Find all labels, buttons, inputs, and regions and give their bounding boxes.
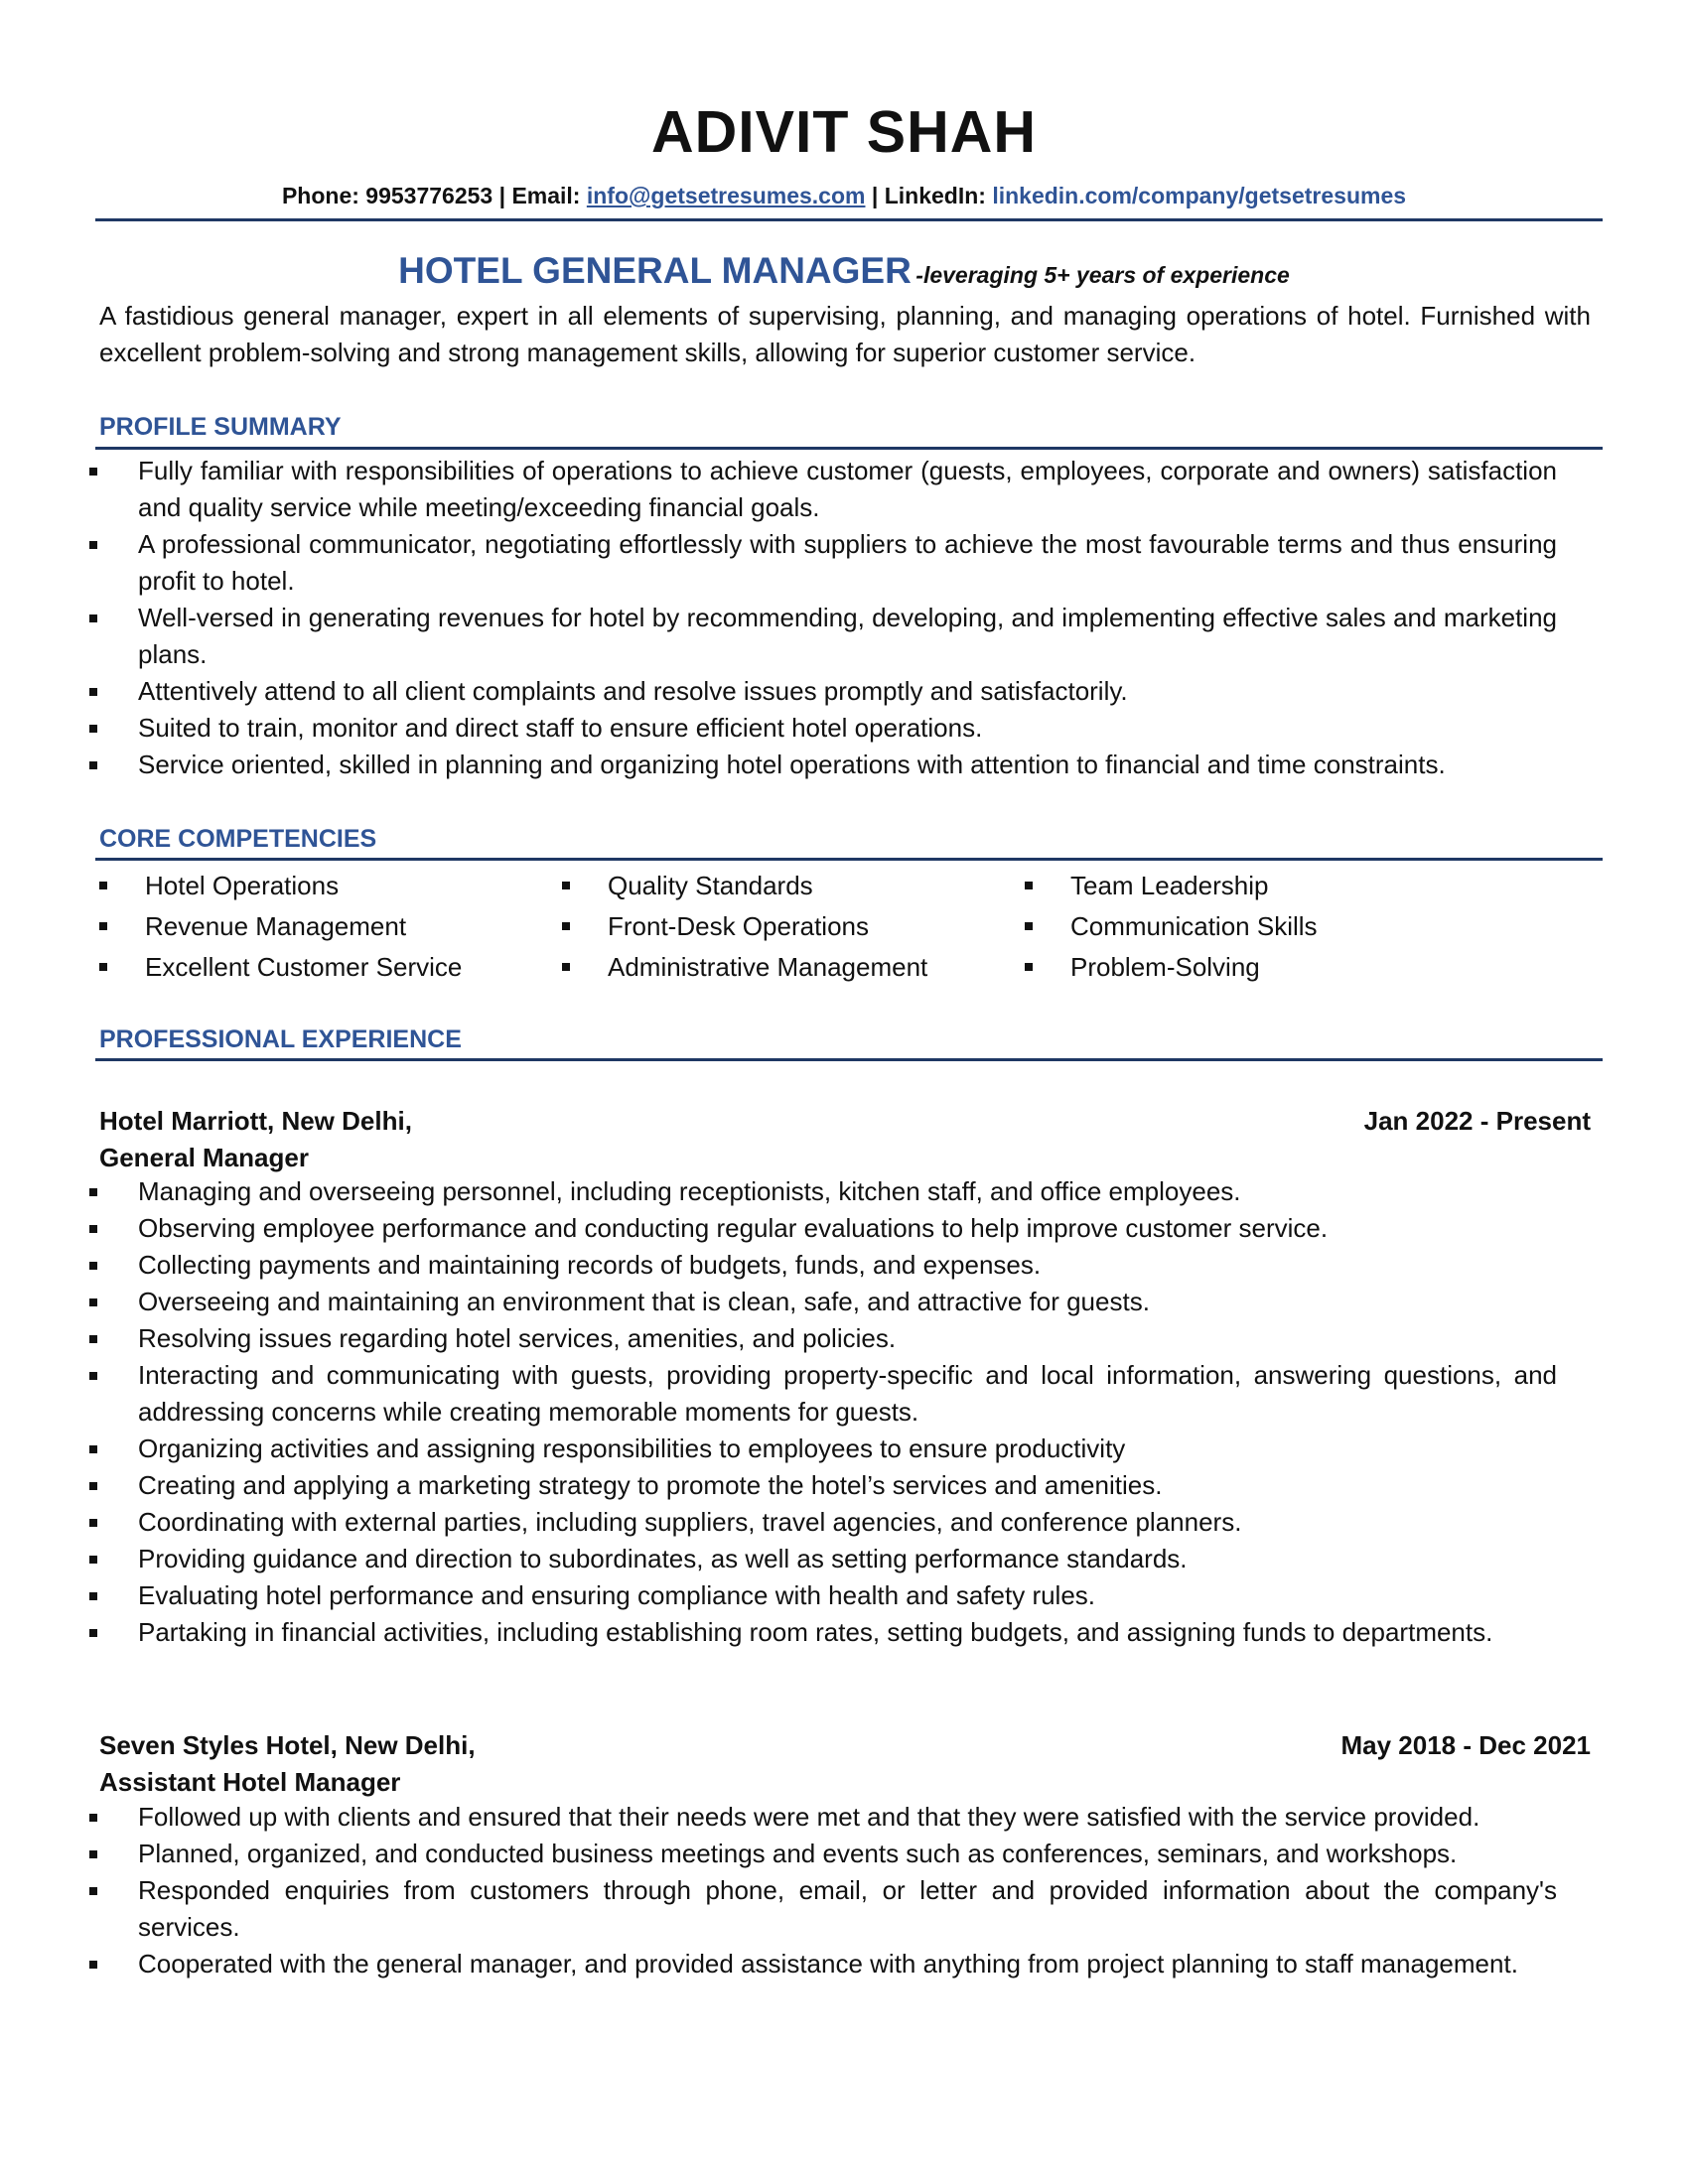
competency-item: Excellent Customer Service — [95, 947, 552, 988]
summary-paragraph: A fastidious general manager, expert in all elements of supervising, planning, and managing operations of hotel. Furnished with excellent problem-solving and strong management skills, allowing for superior customer service. — [99, 301, 1591, 367]
job-header — [99, 1108, 1591, 1134]
bullet-icon — [99, 963, 107, 971]
bullet-icon — [89, 1887, 97, 1895]
bullet-icon — [89, 725, 97, 733]
bullet-icon — [1025, 882, 1033, 889]
list-item: Collecting payments and maintaining records of budgets, funds, and expenses. — [0, 1247, 1688, 1284]
list-item: Organizing activities and assigning responsibilities to employees to ensure productivity — [0, 1431, 1688, 1467]
bullet-icon — [1025, 922, 1033, 930]
bullet-icon — [89, 1445, 97, 1453]
job-dates: Jan 2022 - Present — [1363, 1106, 1591, 1136]
bullet-icon — [89, 1335, 97, 1343]
job-role: General Manager — [99, 1143, 309, 1172]
list-item: Overseeing and maintaining an environment that is clean, safe, and attractive for guests. — [0, 1284, 1688, 1320]
list-item: Planned, organized, and conducted business meetings and events such as conferences, seminars, and workshops. — [0, 1836, 1688, 1872]
bullet-icon — [89, 1850, 97, 1858]
competency-item: Team Leadership — [1021, 866, 1477, 906]
bullet-icon — [562, 963, 570, 971]
list-item: Resolving issues regarding hotel services, amenities, and policies. — [0, 1320, 1688, 1357]
bullet-icon — [89, 1556, 97, 1564]
bullet-icon — [1025, 963, 1033, 971]
bullet-icon — [562, 882, 570, 889]
bullet-icon — [99, 922, 107, 930]
competency-column — [558, 866, 1015, 988]
headline-subtitle: -leveraging 5+ years of experience — [915, 262, 1290, 288]
contact-line — [0, 185, 1688, 207]
linkedin-link[interactable]: linkedin.com/company/getsetresumes — [992, 183, 1407, 208]
bullet-icon — [89, 688, 97, 696]
bullet-icon — [89, 1814, 97, 1822]
competency-item: Front-Desk Operations — [558, 906, 1015, 947]
bullet-icon — [89, 1372, 97, 1380]
list-item: Providing guidance and direction to subordinates, as well as setting performance standards. — [0, 1541, 1688, 1577]
list-item: Suited to train, monitor and direct staff to ensure efficient hotel operations. — [0, 710, 1688, 747]
section-divider — [95, 1058, 1603, 1061]
profile-summary-list — [0, 453, 1688, 783]
competency-item: Communication Skills — [1021, 906, 1477, 947]
job-duties-list — [0, 1799, 1688, 1982]
headline — [0, 252, 1688, 289]
competency-item: Quality Standards — [558, 866, 1015, 906]
list-item: Observing employee performance and conducting regular evaluations to help improve customer service. — [0, 1210, 1688, 1247]
competency-item: Administrative Management — [558, 947, 1015, 988]
list-item: Coordinating with external parties, including suppliers, travel agencies, and conference planners. — [0, 1504, 1688, 1541]
contact-separator: | — [871, 183, 879, 208]
bullet-icon — [89, 541, 97, 549]
bullet-icon — [89, 761, 97, 769]
competency-item: Hotel Operations — [95, 866, 552, 906]
bullet-icon — [89, 1592, 97, 1600]
bullet-icon — [89, 1629, 97, 1637]
list-item: Creating and applying a marketing strategy to promote the hotel’s services and amenities. — [0, 1467, 1688, 1504]
job-dates: May 2018 - Dec 2021 — [1340, 1730, 1591, 1760]
bullet-icon — [89, 1188, 97, 1196]
email-label: Email: — [511, 183, 581, 208]
list-item: Cooperated with the general manager, and provided assistance with anything from project planning to staff management. — [0, 1946, 1688, 1982]
bullet-icon — [89, 1961, 97, 1969]
job-company: Hotel Marriott, New Delhi, — [99, 1106, 412, 1136]
section-divider — [95, 447, 1603, 450]
competency-column — [1021, 866, 1477, 988]
list-item: Responded enquiries from customers through phone, email, or letter and provided information about the company's services. — [0, 1872, 1688, 1946]
candidate-name: ADIVIT SHAH — [651, 99, 1037, 165]
list-item: A professional communicator, negotiating effortlessly with suppliers to achieve the most favourable terms and thus ensuring profit to hotel. — [0, 526, 1688, 600]
list-item: Fully familiar with responsibilities of operations to achieve customer (guests, employees, corporate and owners) satisfaction and quality service while meeting/exceeding financial goals. — [0, 453, 1688, 526]
list-item: Evaluating hotel performance and ensuring compliance with health and safety rules. — [0, 1577, 1688, 1614]
email-link[interactable]: info@getsetresumes.com — [586, 183, 866, 208]
bullet-icon — [89, 1262, 97, 1270]
headline-title: HOTEL GENERAL MANAGER — [398, 250, 912, 291]
list-item: Managing and overseeing personnel, including receptionists, kitchen staff, and office employees. — [0, 1173, 1688, 1210]
section-title-core-competencies: CORE COMPETENCIES — [99, 825, 377, 853]
section-divider — [95, 858, 1603, 861]
phone-label: Phone: — [281, 183, 359, 208]
competency-column — [95, 866, 552, 988]
bullet-icon — [89, 1482, 97, 1490]
job-company: Seven Styles Hotel, New Delhi, — [99, 1730, 476, 1760]
bullet-icon — [89, 1519, 97, 1527]
bullet-icon — [89, 1298, 97, 1306]
bullet-icon — [562, 922, 570, 930]
header-divider — [95, 218, 1603, 221]
competency-item: Revenue Management — [95, 906, 552, 947]
list-item: Interacting and communicating with guests, providing property-specific and local information, answering questions, and addressing concerns while creating memorable moments for guests. — [0, 1357, 1688, 1431]
section-title-professional-experience: PROFESSIONAL EXPERIENCE — [99, 1025, 462, 1053]
competency-item: Problem-Solving — [1021, 947, 1477, 988]
job-header — [99, 1732, 1591, 1758]
section-title-profile-summary: PROFILE SUMMARY — [99, 413, 342, 441]
list-item: Partaking in financial activities, including establishing room rates, setting budgets, and assigning funds to departments. — [0, 1614, 1688, 1651]
list-item: Attentively attend to all client complaints and resolve issues promptly and satisfactorily. — [0, 673, 1688, 710]
list-item: Followed up with clients and ensured that their needs were met and that they were satisfied with the service provided. — [0, 1799, 1688, 1836]
contact-separator: | — [498, 183, 506, 208]
linkedin-label: LinkedIn: — [884, 183, 986, 208]
job-duties-list — [0, 1173, 1688, 1651]
bullet-icon — [99, 882, 107, 889]
list-item: Well-versed in generating revenues for hotel by recommending, developing, and implementing effective sales and marketing plans. — [0, 600, 1688, 673]
bullet-icon — [89, 614, 97, 622]
core-competencies-grid — [0, 866, 1688, 995]
phone-number: 9953776253 — [365, 183, 493, 208]
bullet-icon — [89, 468, 97, 476]
job-role: Assistant Hotel Manager — [99, 1767, 401, 1797]
list-item: Service oriented, skilled in planning and organizing hotel operations with attention to financial and time constraints. — [0, 747, 1688, 783]
bullet-icon — [89, 1225, 97, 1233]
